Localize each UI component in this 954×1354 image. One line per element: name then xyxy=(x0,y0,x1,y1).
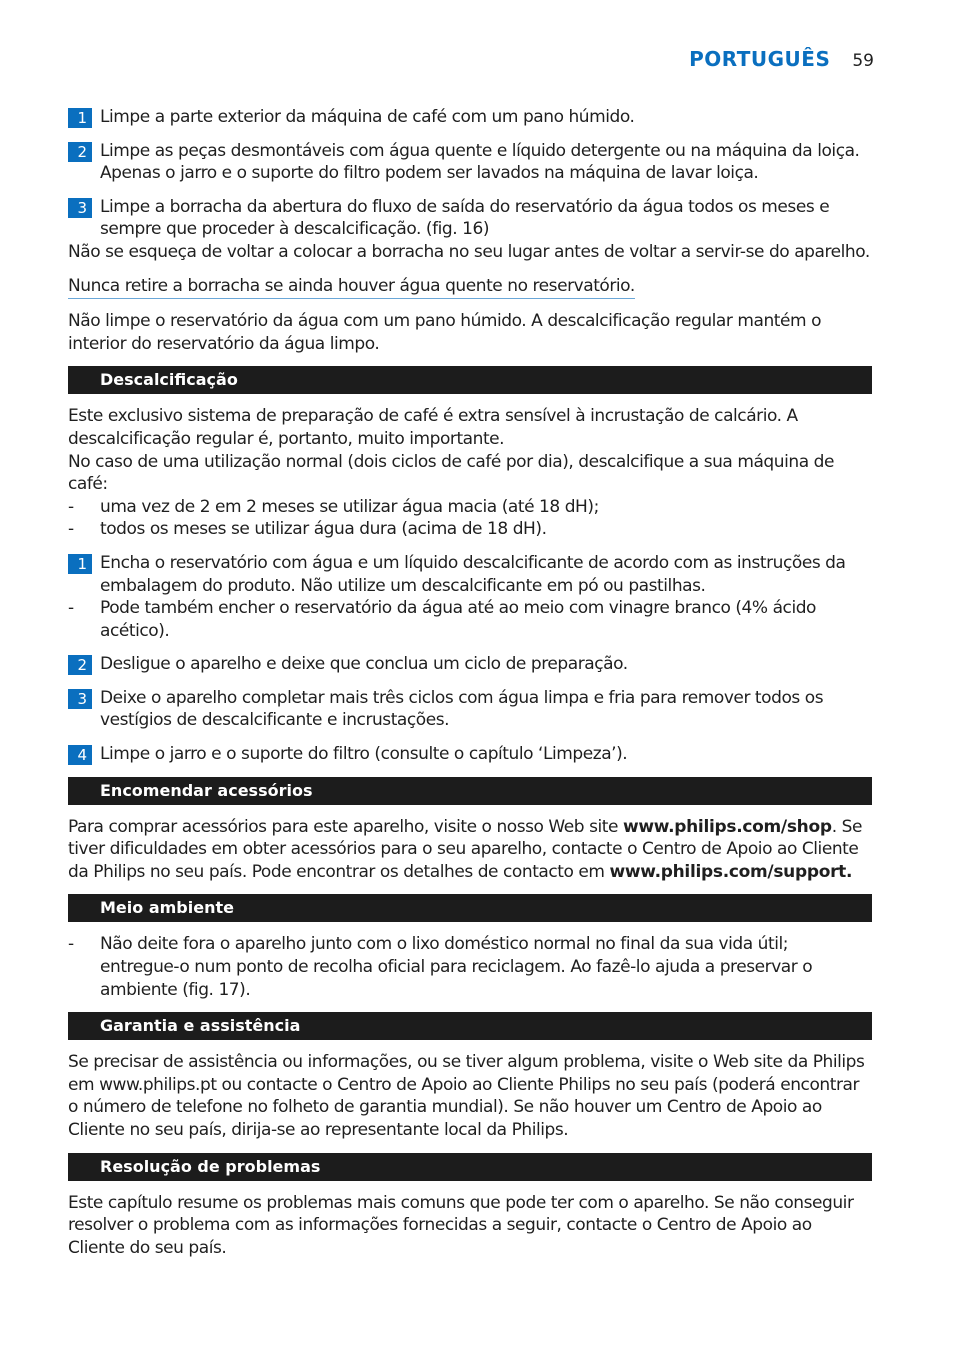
descaling-intro: Este exclusivo sistema de preparação de café é extra sensível à incrustação de calcário. A descalcificação regular é, portanto, muito importante. xyxy=(68,406,798,449)
list-item-text: Não deite fora o aparelho junto com o lixo doméstico normal no final da sua vida útil; entregue-o num ponto de recolha oficial para reciclagem. Ao fazê-lo ajuda a preservar o ambiente (fig. 17). xyxy=(100,934,813,1000)
section-heading-accessories: Encomendar acessórios xyxy=(68,777,872,805)
support-link[interactable]: www.philips.com/support. xyxy=(609,861,853,882)
shop-link[interactable]: www.philips.com/shop xyxy=(622,816,832,837)
step-text: Deixe o aparelho completar mais três ciclos com água limpa e fria para remover todos os vestígios de descalcificante e incrustações. xyxy=(100,687,824,731)
cleaning-step-3 xyxy=(68,196,872,241)
list-item-text: Pode também encher o reservatório da água até ao meio com vinagre branco (4% ácido acético). xyxy=(100,598,817,641)
step-text: Desligue o aparelho e deixe que conclua um ciclo de preparação. xyxy=(100,654,628,675)
cleaning-step-2 xyxy=(68,140,872,185)
section-heading-guarantee: Garantia e assistência xyxy=(68,1012,872,1040)
step-number-badge: 1 xyxy=(68,554,92,574)
step-number-badge: 2 xyxy=(68,655,92,675)
list-item: - Não deite fora o aparelho junto com o lixo doméstico normal no final da sua vida útil; entregue-o num ponto de recolha oficial para reciclagem. Ao fazê-lo ajuda a preservar o ambiente (fig. 17). xyxy=(68,933,872,1001)
step-text: Limpe as peças desmontáveis com água quente e líquido detergente ou na máquina da loiça. Apenas o jarro e o suporte do filtro podem ser lavados na máquina de lavar loiça. xyxy=(100,140,860,184)
step-number-badge: 2 xyxy=(68,142,92,162)
guarantee-text: Se precisar de assistência ou informações, ou se tiver algum problema, visite o Web site da Philips em www.philips.pt ou contacte o Centro de Apoio ao Cliente Philips no seu país (poderá encontrar o número de telefone no folheto de garantia mundial). Se não houver um Centro de Apoio ao Cliente no seu país, dirija-se ao representante local da Philips. xyxy=(68,1052,865,1140)
section-heading-descaling: Descalcificação xyxy=(68,366,872,394)
section-heading-troubleshooting: Resolução de problemas xyxy=(68,1153,872,1181)
list-item-text: uma vez de 2 em 2 meses se utilizar água macia (até 18 dH); xyxy=(100,496,599,517)
language-label: PORTUGUÊS xyxy=(689,47,831,71)
step-number-badge: 4 xyxy=(68,745,92,765)
cleaning-step-1 xyxy=(68,106,872,129)
descaling-step-2 xyxy=(68,653,872,676)
list-item: - Pode também encher o reservatório da água até ao meio com vinagre branco (4% ácido acético). xyxy=(68,597,872,642)
step-text: Limpe a parte exterior da máquina de café com um pano húmido. xyxy=(100,107,635,127)
step-number-badge: 3 xyxy=(68,198,92,218)
step-number-badge: 3 xyxy=(68,689,92,709)
cleaning-note-2: Não limpe o reservatório da água com um pano húmido. A descalcificação regular mantém o interior do reservatório da água limpo. xyxy=(68,311,822,354)
page-number: 59 xyxy=(852,51,874,71)
descaling-step-1 xyxy=(68,552,872,597)
cleaning-note: Não se esqueça de voltar a colocar a borracha no seu lugar antes de voltar a servir-se do aparelho. xyxy=(68,241,870,262)
page-content xyxy=(68,106,872,1259)
step-number-badge: 1 xyxy=(68,108,92,128)
troubleshooting-text: Este capítulo resume os problemas mais comuns que pode ter com o aparelho. Se não conseguir resolver o problema com as informações fornecidas a seguir, contacte o Centro de Apoio ao Cliente do seu país. xyxy=(68,1192,854,1258)
list-item: - uma vez de 2 em 2 meses se utilizar água macia (até 18 dH); xyxy=(68,496,872,519)
step-text: Limpe o jarro e o suporte do filtro (consulte o capítulo ‘Limpeza’). xyxy=(100,744,628,765)
section-heading-environment: Meio ambiente xyxy=(68,894,872,922)
descaling-usage: No caso de uma utilização normal (dois ciclos de café por dia), descalcifique a sua máquina de café: xyxy=(68,451,834,495)
page-header xyxy=(689,47,874,71)
descaling-step-3 xyxy=(68,687,872,732)
step-text: Limpe a borracha da abertura do fluxo de saída do reservatório da água todos os meses e sempre que proceder à descalcificação. (fig. 16) xyxy=(100,196,830,240)
warning-text: Nunca retire a borracha se ainda houver água quente no reservatório. xyxy=(68,275,635,300)
list-item: - todos os meses se utilizar água dura (acima de 18 dH). xyxy=(68,518,872,541)
list-item-text: todos os meses se utilizar água dura (acima de 18 dH). xyxy=(100,519,547,540)
descaling-step-4 xyxy=(68,743,872,766)
accessories-text: Para comprar acessórios para este aparelho, visite o nosso Web site www.philips.com/shop. Se tiver dificuldades em obter acessórios para o seu aparelho, contacte o Centro de Apoio ao Cliente da Philips no seu país. Pode encontrar os detalhes de contacto em www.philips.com/support. xyxy=(68,816,862,882)
step-text: Encha o reservatório com água e um líquido descalcificante de acordo com as instruções da embalagem do produto. Não utilize um descalcificante em pó ou pastilhas. xyxy=(100,552,846,596)
